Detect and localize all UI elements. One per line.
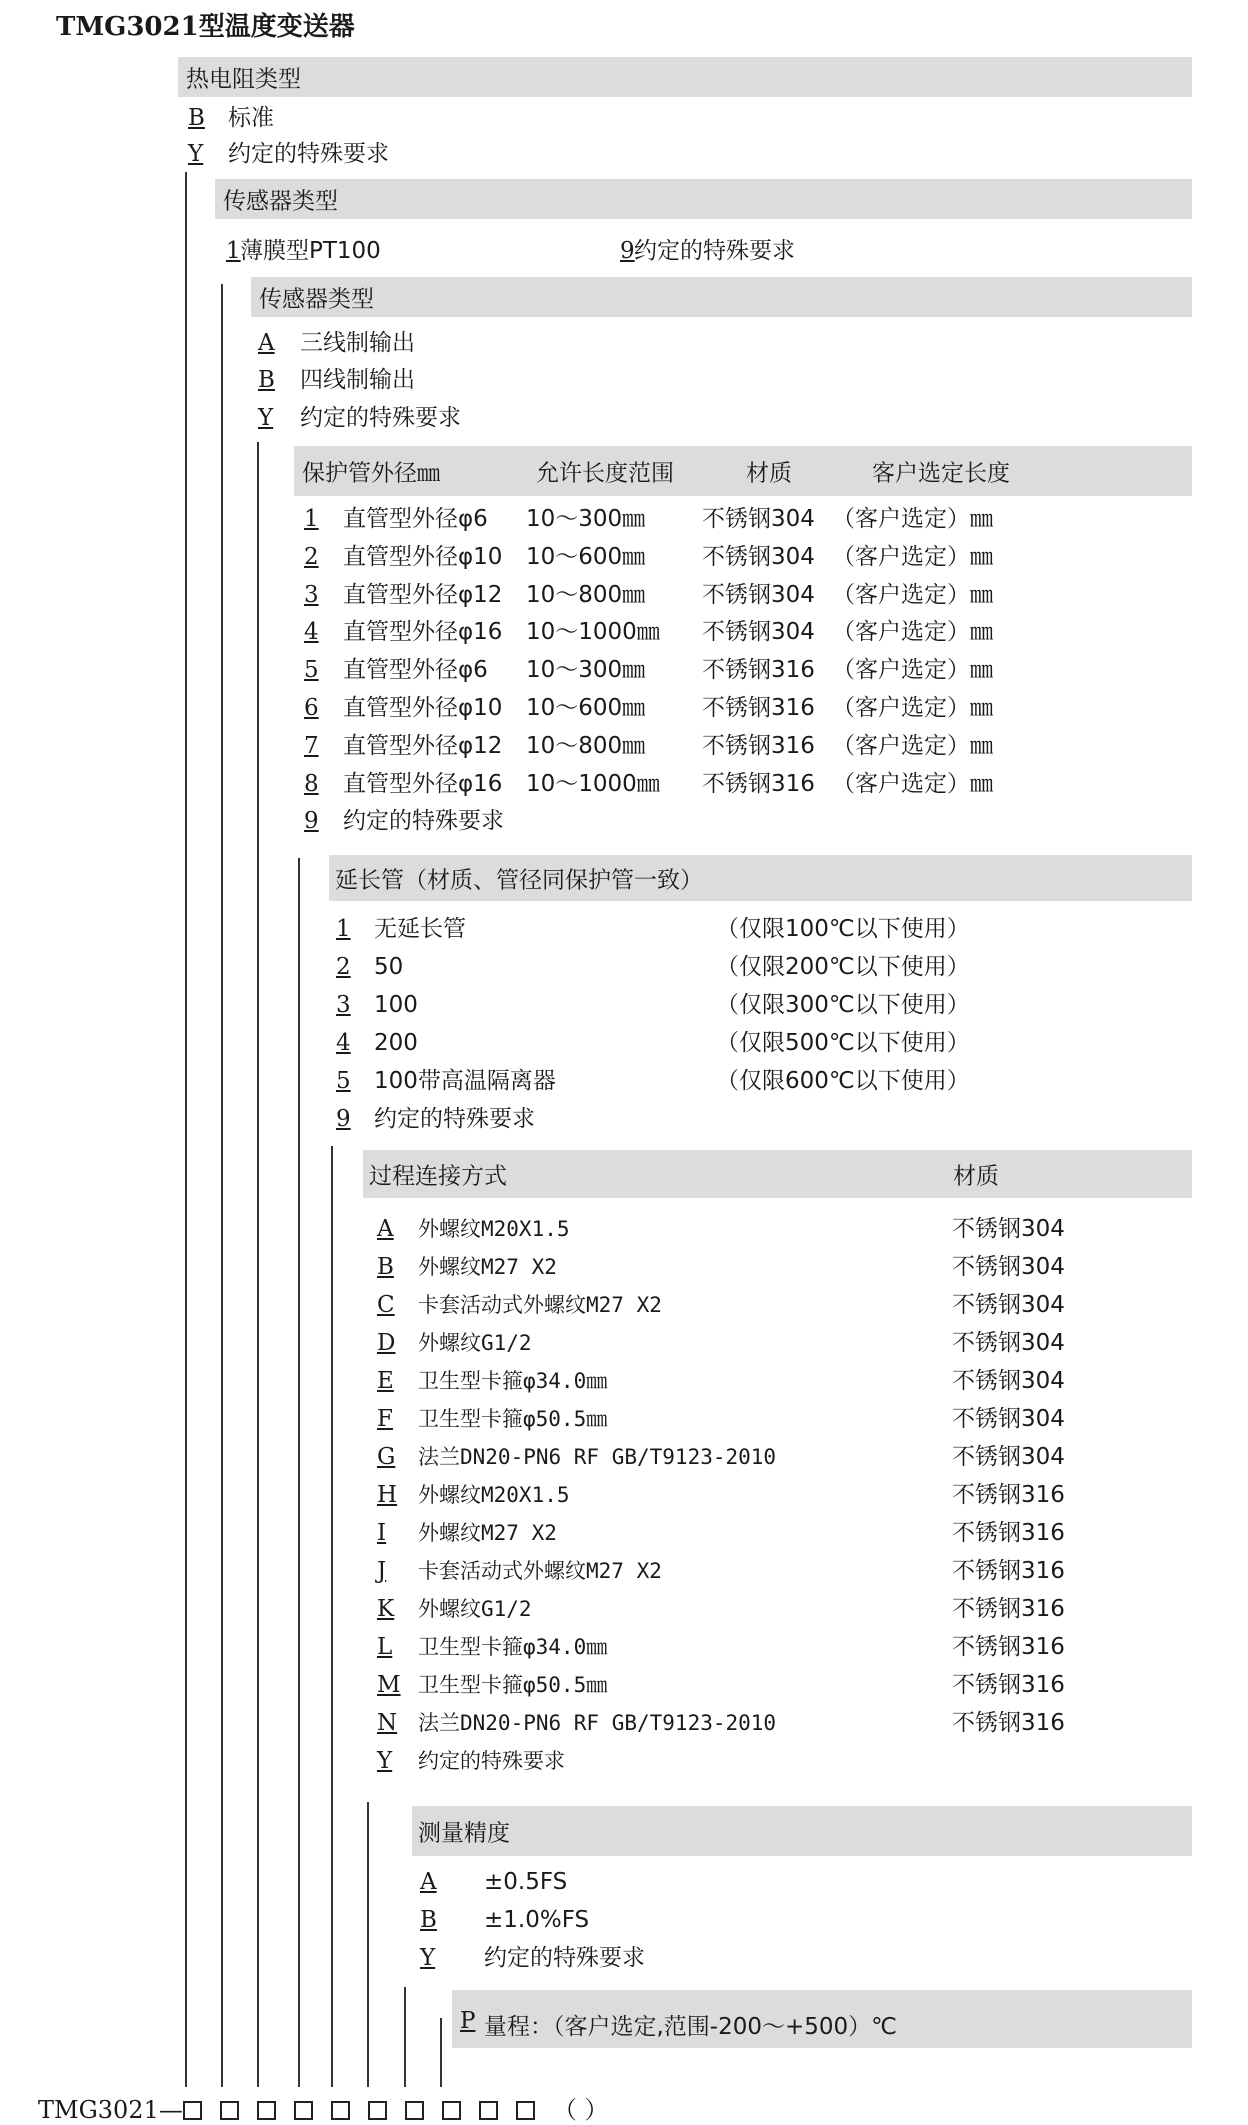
model-code-box (183, 2101, 202, 2120)
tree-line-2 (221, 284, 223, 2087)
tube-range: 10～300㎜ (526, 657, 646, 684)
tube-length: （客户选定）㎜ (832, 506, 993, 532)
option-text: 约定的特殊要求 (300, 405, 461, 431)
tree-line-8 (440, 2018, 442, 2087)
tube-range: 10～600㎜ (526, 543, 646, 570)
connection-material: 不锈钢316 (952, 1634, 1065, 1660)
section-header-accuracy (412, 1806, 1192, 1856)
option-code: I (377, 1520, 387, 1546)
connection-text: 法兰DN20-PN6 RF GB/T9123-2010 (418, 1711, 777, 1735)
option-code: 9 (620, 238, 635, 264)
option-text: 标准 (228, 105, 274, 131)
option-note: （仅限100℃以下使用） (716, 916, 970, 942)
option-text: 四线制输出 (300, 367, 415, 393)
option-code: H (377, 1482, 398, 1508)
tube-range: 10～1000㎜ (526, 619, 660, 646)
tree-line-5 (331, 1146, 333, 2087)
section-range (452, 1990, 1192, 2048)
connection-text: 约定的特殊要求 (418, 1749, 565, 1773)
option-code: G (377, 1444, 396, 1470)
tube-material: 不锈钢304 (702, 543, 815, 570)
option-code: 5 (336, 1068, 351, 1094)
model-code-box (331, 2101, 350, 2120)
option-code: Y (258, 405, 274, 431)
connection-material: 不锈钢304 (952, 1406, 1065, 1432)
option-text: 无延长管 (374, 916, 466, 942)
option-text: 约定的特殊要求 (484, 1945, 645, 1971)
option-code: 1 (336, 916, 351, 942)
connection-material: 不锈钢316 (952, 1596, 1065, 1622)
option-code: N (377, 1710, 398, 1736)
range-text: 量程：（客户选定,范围-200～+500）℃ (484, 2014, 898, 2040)
model-code-box (405, 2101, 424, 2120)
connection-text: 卡套活动式外螺纹M27 X2 (418, 1293, 662, 1317)
option-text: 50 (374, 954, 404, 980)
tube-type: 直管型外径φ16 (343, 770, 503, 797)
section-header-resistor-type (178, 57, 1192, 97)
section-header-protection-tube (294, 446, 1192, 496)
option-code: K (377, 1596, 395, 1622)
option-note: （仅限500℃以下使用） (716, 1030, 970, 1056)
option-code: D (377, 1330, 396, 1356)
tube-type: 直管型外径φ6 (343, 657, 488, 684)
tube-type: 直管型外径φ10 (343, 543, 503, 570)
tree-line-7 (404, 1987, 406, 2087)
option-code: Y (188, 141, 204, 167)
option-code: 3 (336, 992, 351, 1018)
connection-material: 不锈钢316 (952, 1672, 1065, 1698)
model-boxes (183, 2096, 553, 2124)
connection-material: 不锈钢316 (952, 1482, 1065, 1508)
page-title: TMG3021型温度变送器 (56, 12, 355, 42)
header-label: 材质 (746, 460, 792, 487)
section-header-extension-tube (329, 855, 1192, 901)
tube-material: 不锈钢304 (702, 619, 815, 646)
tree-line-3 (257, 442, 259, 2087)
model-suffix: （ ） (552, 2096, 609, 2124)
option-note: （仅限300℃以下使用） (716, 992, 970, 1018)
tube-material: 不锈钢316 (702, 695, 815, 721)
tube-range: 10～600㎜ (526, 695, 646, 721)
option-note: （仅限600℃以下使用） (716, 1068, 970, 1094)
tube-range: 10～800㎜ (526, 732, 646, 759)
tree-line-6 (367, 1802, 369, 2087)
model-code-box (257, 2101, 276, 2120)
option-code: A (258, 330, 275, 356)
connection-text: 卫生型卡箍φ50.5㎜ (418, 1673, 608, 1697)
tube-length: （客户选定）㎜ (832, 543, 993, 570)
model-code-box (368, 2101, 387, 2120)
option-code: 9 (336, 1106, 351, 1132)
connection-text: 外螺纹M20X1.5 (418, 1483, 570, 1507)
connection-material: 不锈钢316 (952, 1520, 1065, 1546)
option-note: （仅限200℃以下使用） (716, 954, 970, 980)
option-text: 100带高温隔离器 (374, 1068, 556, 1094)
option-code: 1 (304, 506, 319, 532)
option-code: 8 (304, 770, 319, 797)
tube-material: 不锈钢316 (702, 732, 815, 759)
header-label: 客户选定长度 (872, 460, 1010, 487)
option-code: B (188, 105, 205, 131)
option-code: Y (420, 1945, 436, 1971)
header-label: 热电阻类型 (186, 66, 301, 93)
tube-type: 直管型外径φ6 (343, 506, 488, 532)
option-code: A (420, 1869, 437, 1895)
connection-text: 外螺纹M20X1.5 (418, 1217, 570, 1241)
tree-line-1 (185, 172, 187, 2087)
option-code: Y (377, 1748, 393, 1774)
model-code-box (220, 2101, 239, 2120)
tube-material: 不锈钢304 (702, 506, 815, 532)
tube-range: 10～300㎜ (526, 506, 646, 532)
option-code: 5 (304, 657, 319, 684)
tube-type: 约定的特殊要求 (343, 808, 504, 835)
connection-text: 外螺纹M27 X2 (418, 1255, 557, 1279)
option-code: J (377, 1558, 387, 1584)
tree-line-4 (298, 858, 300, 2087)
tube-length: （客户选定）㎜ (832, 581, 993, 608)
tube-type: 直管型外径φ12 (343, 732, 503, 759)
option-code: 4 (336, 1030, 351, 1056)
connection-material: 不锈钢304 (952, 1330, 1065, 1356)
model-code-line (38, 2090, 608, 2125)
option-text: ±1.0%FS (484, 1907, 590, 1933)
option-code: B (377, 1254, 394, 1280)
option-code: 6 (304, 695, 319, 721)
option-code: E (377, 1368, 394, 1394)
option-code: F (377, 1406, 393, 1432)
section-header-sensor-type (215, 179, 1192, 219)
option-text: 约定的特殊要求 (374, 1106, 535, 1132)
connection-text: 卫生型卡箍φ34.0㎜ (418, 1369, 608, 1393)
tube-length: （客户选定）㎜ (832, 657, 993, 684)
option-code: 7 (304, 732, 319, 759)
connection-text: 外螺纹G1/2 (418, 1597, 532, 1621)
connection-material: 不锈钢304 (952, 1216, 1065, 1242)
tube-material: 不锈钢316 (702, 770, 815, 797)
option-text: 三线制输出 (300, 330, 415, 356)
model-code-box (479, 2101, 498, 2120)
model-prefix: TMG3021— (38, 2096, 183, 2124)
section-header-process-connection (363, 1150, 1192, 1198)
connection-material: 不锈钢304 (952, 1254, 1065, 1280)
option-code: B (258, 367, 275, 393)
option-text: 薄膜型PT100 (240, 238, 381, 264)
model-code-box (294, 2101, 313, 2120)
option-code: P (460, 2008, 476, 2034)
connection-text: 卫生型卡箍φ34.0㎜ (418, 1635, 608, 1659)
tube-range: 10～800㎜ (526, 581, 646, 608)
connection-text: 法兰DN20-PN6 RF GB/T9123-2010 (418, 1445, 777, 1469)
option-code: 1 (226, 238, 241, 264)
header-label: 传感器类型 (223, 188, 338, 215)
header-label: 过程连接方式 (369, 1163, 507, 1190)
connection-material: 不锈钢316 (952, 1710, 1065, 1736)
connection-material: 不锈钢304 (952, 1444, 1065, 1470)
model-code-box (442, 2101, 461, 2120)
tube-length: （客户选定）㎜ (832, 770, 993, 797)
connection-text: 外螺纹M27 X2 (418, 1521, 557, 1545)
tube-material: 不锈钢304 (702, 581, 815, 608)
connection-material: 不锈钢316 (952, 1558, 1065, 1584)
option-text: 约定的特殊要求 (228, 141, 389, 167)
connection-text: 外螺纹G1/2 (418, 1331, 532, 1355)
option-text: ±0.5FS (484, 1869, 568, 1895)
tube-length: （客户选定）㎜ (832, 695, 993, 721)
option-code: 4 (304, 619, 319, 646)
option-code: C (377, 1292, 395, 1318)
connection-material: 不锈钢304 (952, 1368, 1065, 1394)
tube-length: （客户选定）㎜ (832, 619, 993, 646)
option-code: L (377, 1634, 393, 1660)
header-label: 允许长度范围 (536, 460, 674, 487)
connection-text: 卡套活动式外螺纹M27 X2 (418, 1559, 662, 1583)
option-code: 9 (304, 808, 319, 835)
option-code: 3 (304, 581, 319, 608)
option-code: 2 (336, 954, 351, 980)
option-text: 200 (374, 1030, 418, 1056)
header-label: 传感器类型 (259, 286, 374, 313)
section-header-sensor-output (251, 277, 1192, 317)
connection-text: 卫生型卡箍φ50.5㎜ (418, 1407, 608, 1431)
tube-type: 直管型外径φ16 (343, 619, 503, 646)
option-text: 约定的特殊要求 (634, 238, 795, 264)
model-code-box (516, 2101, 535, 2120)
option-code: M (377, 1672, 401, 1698)
option-code: B (420, 1907, 437, 1933)
header-label: 保护管外径㎜ (302, 460, 440, 487)
option-code: A (377, 1216, 394, 1242)
tube-range: 10～1000㎜ (526, 770, 660, 797)
tube-type: 直管型外径φ10 (343, 695, 503, 721)
option-code: 2 (304, 543, 319, 570)
option-text: 100 (374, 992, 418, 1018)
header-label: 延长管（材质、管径同保护管一致） (335, 867, 703, 894)
header-label: 材质 (953, 1163, 999, 1190)
tube-type: 直管型外径φ12 (343, 581, 503, 608)
tube-material: 不锈钢316 (702, 657, 815, 684)
header-label: 测量精度 (418, 1820, 510, 1847)
connection-material: 不锈钢304 (952, 1292, 1065, 1318)
tube-length: （客户选定）㎜ (832, 732, 993, 759)
